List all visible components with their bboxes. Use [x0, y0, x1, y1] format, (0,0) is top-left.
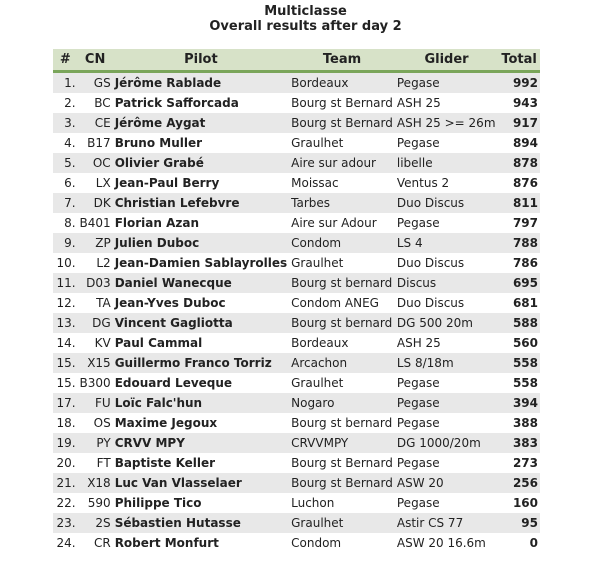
rank-cell: 18.	[53, 413, 78, 433]
table-row	[53, 133, 540, 153]
cn-cell: 2S	[78, 513, 113, 533]
team-cell: Condom	[289, 233, 395, 253]
team-cell: CRVVMPY	[289, 433, 395, 453]
cn-cell: CR	[78, 533, 113, 553]
cn-cell: GS	[78, 72, 113, 94]
total-cell: 160	[498, 493, 540, 513]
team-cell: Graulhet	[289, 253, 395, 273]
results-body	[53, 72, 540, 554]
rank-cell: 5.	[53, 153, 78, 173]
pilot-cell: Daniel Wanecque	[113, 273, 289, 293]
column-header-total: Total	[498, 49, 540, 72]
table-row	[53, 72, 540, 94]
glider-cell: ASH 25	[395, 93, 498, 113]
rank-cell: 2.	[53, 93, 78, 113]
glider-cell: LS 4	[395, 233, 498, 253]
total-cell: 811	[498, 193, 540, 213]
total-cell: 695	[498, 273, 540, 293]
pilot-cell: Philippe Tico	[113, 493, 289, 513]
team-cell: Condom ANEG	[289, 293, 395, 313]
cn-cell: CE	[78, 113, 113, 133]
total-cell: 558	[498, 353, 540, 373]
total-cell: 788	[498, 233, 540, 253]
rank-cell: 11.	[53, 273, 78, 293]
table-row	[53, 393, 540, 413]
rank-cell: 23.	[53, 513, 78, 533]
total-cell: 95	[498, 513, 540, 533]
table-row	[53, 193, 540, 213]
cn-cell: TA	[78, 293, 113, 313]
cn-cell: B401	[78, 213, 113, 233]
total-cell: 894	[498, 133, 540, 153]
rank-cell: 6.	[53, 173, 78, 193]
table-row	[53, 493, 540, 513]
team-cell: Bordeaux	[289, 333, 395, 353]
rank-cell: 13.	[53, 313, 78, 333]
team-cell: Tarbes	[289, 193, 395, 213]
glider-cell: Duo Discus	[395, 293, 498, 313]
rank-cell: 8.	[53, 213, 78, 233]
team-cell: Arcachon	[289, 353, 395, 373]
glider-cell: Discus	[395, 273, 498, 293]
table-row	[53, 293, 540, 313]
pilot-cell: Sébastien Hutasse	[113, 513, 289, 533]
cn-cell: B300	[78, 373, 113, 393]
rank-cell: 1.	[53, 72, 78, 94]
total-cell: 256	[498, 473, 540, 493]
team-cell: Bourg st Bernard	[289, 453, 395, 473]
total-cell: 797	[498, 213, 540, 233]
cn-cell: OC	[78, 153, 113, 173]
team-cell: Graulhet	[289, 373, 395, 393]
page-subtitle: Overall results after day 2	[209, 19, 402, 34]
cn-cell: L2	[78, 253, 113, 273]
total-cell: 0	[498, 533, 540, 553]
pilot-cell: Maxime Jegoux	[113, 413, 289, 433]
team-cell: Bourg st bernard	[289, 273, 395, 293]
glider-cell: libelle	[395, 153, 498, 173]
team-cell: Bourg st Bernard	[289, 473, 395, 493]
team-cell: Moissac	[289, 173, 395, 193]
page-title: Multiclasse	[264, 4, 347, 19]
cn-cell: X15	[78, 353, 113, 373]
table-row	[53, 453, 540, 473]
total-cell: 878	[498, 153, 540, 173]
rank-cell: 24.	[53, 533, 78, 553]
rank-cell: 4.	[53, 133, 78, 153]
total-cell: 558	[498, 373, 540, 393]
team-cell: Graulhet	[289, 133, 395, 153]
cn-cell: OS	[78, 413, 113, 433]
table-row	[53, 333, 540, 353]
table-row	[53, 533, 540, 553]
glider-cell: ASW 20	[395, 473, 498, 493]
total-cell: 992	[498, 72, 540, 94]
pilot-cell: Bruno Muller	[113, 133, 289, 153]
team-cell: Condom	[289, 533, 395, 553]
table-row	[53, 93, 540, 113]
table-row	[53, 313, 540, 333]
table-row	[53, 253, 540, 273]
glider-cell: DG 500 20m	[395, 313, 498, 333]
table-row	[53, 353, 540, 373]
pilot-cell: Baptiste Keller	[113, 453, 289, 473]
pilot-cell: Jean-Yves Duboc	[113, 293, 289, 313]
glider-cell: Ventus 2	[395, 173, 498, 193]
glider-cell: Pegase	[395, 133, 498, 153]
total-cell: 943	[498, 93, 540, 113]
glider-cell: ASH 25	[395, 333, 498, 353]
rank-cell: 14.	[53, 333, 78, 353]
table-row	[53, 473, 540, 493]
column-header-pilot: Pilot	[113, 49, 289, 72]
table-row	[53, 413, 540, 433]
rank-cell: 10.	[53, 253, 78, 273]
glider-cell: Duo Discus	[395, 253, 498, 273]
total-cell: 383	[498, 433, 540, 453]
glider-cell: LS 8/18m	[395, 353, 498, 373]
glider-cell: Pegase	[395, 453, 498, 473]
glider-cell: Duo Discus	[395, 193, 498, 213]
team-cell: Aire sur Adour	[289, 213, 395, 233]
rank-cell: 7.	[53, 193, 78, 213]
cn-cell: B17	[78, 133, 113, 153]
glider-cell: ASH 25 >= 26m	[395, 113, 498, 133]
pilot-cell: Olivier Grabé	[113, 153, 289, 173]
total-cell: 917	[498, 113, 540, 133]
cn-cell: ZP	[78, 233, 113, 253]
column-header-team: Team	[289, 49, 395, 72]
glider-cell: Astir CS 77	[395, 513, 498, 533]
cn-cell: D03	[78, 273, 113, 293]
rank-cell: 19.	[53, 433, 78, 453]
glider-cell: Pegase	[395, 72, 498, 94]
table-row	[53, 273, 540, 293]
cn-cell: FT	[78, 453, 113, 473]
glider-cell: Pegase	[395, 393, 498, 413]
glider-cell: Pegase	[395, 213, 498, 233]
cn-cell: X18	[78, 473, 113, 493]
team-cell: Aire sur adour	[289, 153, 395, 173]
cn-cell: FU	[78, 393, 113, 413]
pilot-cell: Christian Lefebvre	[113, 193, 289, 213]
table-row	[53, 433, 540, 453]
pilot-cell: Guillermo Franco Torriz	[113, 353, 289, 373]
rank-cell: 21.	[53, 473, 78, 493]
rank-cell: 22.	[53, 493, 78, 513]
team-cell: Bordeaux	[289, 72, 395, 94]
cn-cell: PY	[78, 433, 113, 453]
cn-cell: BC	[78, 93, 113, 113]
total-cell: 588	[498, 313, 540, 333]
rank-cell: 15.	[53, 373, 78, 393]
pilot-cell: CRVV MPY	[113, 433, 289, 453]
pilot-cell: Julien Duboc	[113, 233, 289, 253]
cn-cell: DG	[78, 313, 113, 333]
pilot-cell: Jean-Paul Berry	[113, 173, 289, 193]
total-cell: 388	[498, 413, 540, 433]
column-header-cn: CN	[78, 49, 113, 72]
team-cell: Graulhet	[289, 513, 395, 533]
pilot-cell: Florian Azan	[113, 213, 289, 233]
pilot-cell: Loïc Falc'hun	[113, 393, 289, 413]
rank-cell: 17.	[53, 393, 78, 413]
cn-cell: KV	[78, 333, 113, 353]
table-row	[53, 513, 540, 533]
rank-cell: 15.	[53, 353, 78, 373]
pilot-cell: Edouard Leveque	[113, 373, 289, 393]
team-cell: Bourg st bernard	[289, 313, 395, 333]
table-row	[53, 113, 540, 133]
total-cell: 560	[498, 333, 540, 353]
table-row	[53, 153, 540, 173]
cn-cell: LX	[78, 173, 113, 193]
glider-cell: Pegase	[395, 373, 498, 393]
team-cell: Nogaro	[289, 393, 395, 413]
team-cell: Luchon	[289, 493, 395, 513]
team-cell: Bourg st Bernard	[289, 113, 395, 133]
glider-cell: Pegase	[395, 493, 498, 513]
team-cell: Bourg st Bernard	[289, 93, 395, 113]
team-cell: Bourg st bernard	[289, 413, 395, 433]
pilot-cell: Jérôme Aygat	[113, 113, 289, 133]
pilot-cell: Patrick Safforcada	[113, 93, 289, 113]
rank-cell: 20.	[53, 453, 78, 473]
pilot-cell: Vincent Gagliotta	[113, 313, 289, 333]
table-row	[53, 233, 540, 253]
pilot-cell: Robert Monfurt	[113, 533, 289, 553]
table-row	[53, 373, 540, 393]
total-cell: 681	[498, 293, 540, 313]
pilot-cell: Jérôme Rablade	[113, 72, 289, 94]
glider-cell: DG 1000/20m	[395, 433, 498, 453]
cn-cell: 590	[78, 493, 113, 513]
total-cell: 273	[498, 453, 540, 473]
pilot-cell: Jean-Damien Sablayrolles	[113, 253, 289, 273]
results-table	[53, 49, 540, 553]
rank-cell: 9.	[53, 233, 78, 253]
pilot-cell: Luc Van Vlasselaer	[113, 473, 289, 493]
cn-cell: DK	[78, 193, 113, 213]
glider-cell: ASW 20 16.6m	[395, 533, 498, 553]
table-row	[53, 173, 540, 193]
glider-cell: Pegase	[395, 413, 498, 433]
total-cell: 394	[498, 393, 540, 413]
total-cell: 786	[498, 253, 540, 273]
table-header-row	[53, 49, 540, 72]
column-header-glider: Glider	[395, 49, 498, 72]
table-row	[53, 213, 540, 233]
total-cell: 876	[498, 173, 540, 193]
rank-cell: 3.	[53, 113, 78, 133]
pilot-cell: Paul Cammal	[113, 333, 289, 353]
column-header-rank: #	[53, 49, 78, 72]
rank-cell: 12.	[53, 293, 78, 313]
